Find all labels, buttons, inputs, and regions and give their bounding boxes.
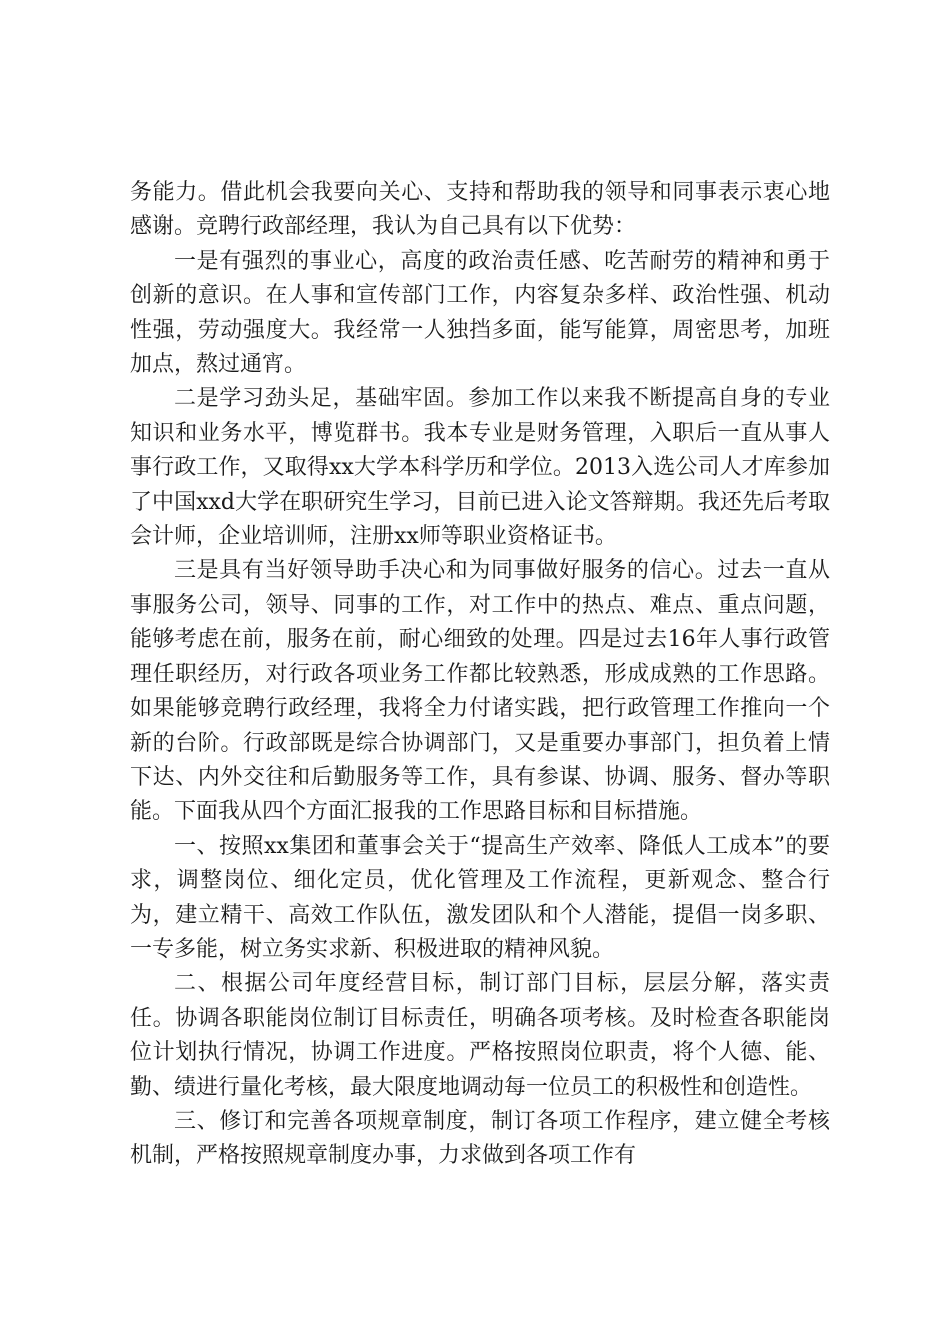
paragraph-5: 一、按照xx集团和董事会关于“提高生产效率、降低人工成本”的要求，调整岗位、细化定员，优化管理及工作流程，更新观念、整合行为，建立精干、高效工作队伍，激发团队和个人潜能，提倡一岗多职、一专多能，树立务实求新、积极进取的精神风貌。 [130, 833, 830, 962]
paragraph-4: 三是具有当好领导助手决心和为同事做好服务的信心。过去一直从事服务公司，领导、同事的工作，对工作中的热点、难点、重点问题，能够考虑在前，服务在前，耐心细致的处理。四是过去16年人事行政管理任职经历，对行政各项业务工作都比较熟悉，形成成熟的工作思路。如果能够竞聘行政经理，我将全力付诸实践，把行政管理工作推向一个新的台阶。行政部既是综合协调部门，又是重要办事部门，担负着上情下达、内外交往和后勤服务等工作，具有参谋、协调、服务、督办等职能。下面我从四个方面汇报我的工作思路目标和目标措施。 [130, 558, 830, 825]
paragraph-7: 三、修订和完善各项规章制度，制订各项工作程序，建立健全考核机制，严格按照规章制度办事，力求做到各项工作有 [130, 1108, 830, 1169]
paragraph-1: 务能力。借此机会我要向关心、支持和帮助我的领导和同事表示衷心地感谢。竞聘行政部经理，我认为自己具有以下优势： [130, 180, 830, 240]
paragraph-3: 二是学习劲头足，基础牢固。参加工作以来我不断提高自身的专业知识和业务水平，博览群书。我本专业是财务管理，入职后一直从事人事行政工作，又取得xx大学本科学历和学位。2013入选公司人才库参加了中国xxd大学在职研究生学习，目前已进入论文答辩期。我还先后考取会计师，企业培训师，注册xx师等职业资格证书。 [130, 386, 830, 550]
document-page [130, 176, 830, 1174]
paragraph-2: 一是有强烈的事业心，高度的政治责任感、吃苦耐劳的精神和勇于创新的意识。在人事和宣传部门工作，内容复杂多样、政治性强、机动性强，劳动强度大。我经常一人独挡多面，能写能算，周密思考，加班加点，熬过通宵。 [130, 248, 830, 378]
paragraph-6: 二、根据公司年度经营目标，制订部门目标，层层分解，落实责任。协调各职能岗位制订目标责任，明确各项考核。及时检查各职能岗位计划执行情况，协调工作进度。严格按照岗位职责，将个人德、能、勤、绩进行量化考核，最大限度地调动每一位员工的积极性和创造性。 [130, 971, 830, 1100]
